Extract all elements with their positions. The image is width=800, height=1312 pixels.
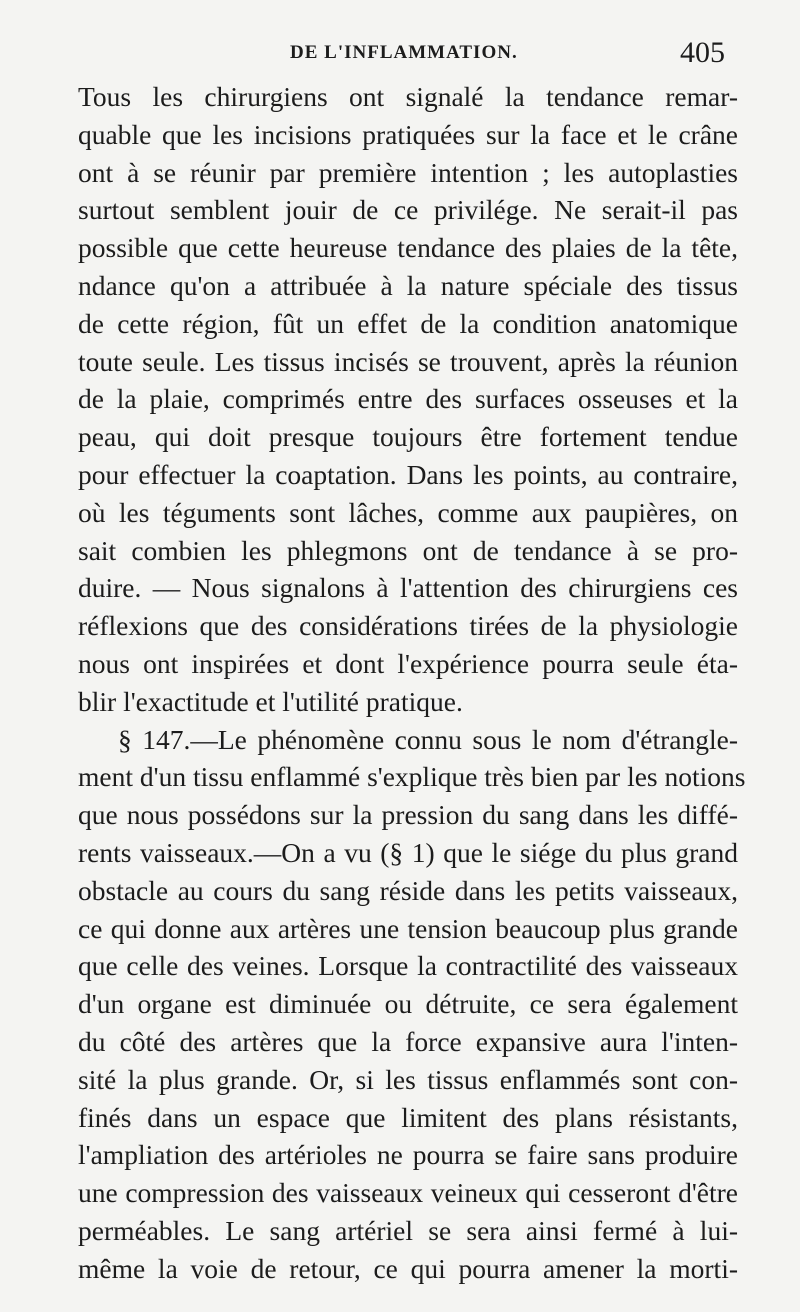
text-line: que nous possédons sur la pression du sang dans les diffé- — [78, 799, 738, 831]
text-line: sait combien les phlegmons ont de tendance à se pro- — [78, 534, 738, 566]
text-line: où les téguments sont lâches, comme aux paupières, on — [78, 496, 738, 528]
text-line: une compression des vaisseaux veineux qui cesseront d'être — [78, 1177, 738, 1209]
section-heading-line: § 147.—Le phénomène connu sous le nom d'étrangle- — [118, 723, 738, 755]
text-line: l'ampliation des artérioles ne pourra se faire sans produire — [78, 1139, 738, 1171]
text-line: d'un organe est diminuée ou détruite, ce sera également — [78, 988, 738, 1020]
text-line: surtout semblent jouir de ce privilége. Ne serait-il pas — [78, 194, 738, 226]
text-line: de cette région, fût un effet de la condition anatomique — [78, 307, 738, 339]
text-line: quable que les incisions pratiquées sur la face et le crâne — [78, 118, 738, 150]
text-line: perméables. Le sang artériel se sera ainsi fermé à lui- — [78, 1214, 738, 1246]
text-line: toute seule. Les tissus incisés se trouvent, après la réunion — [78, 345, 738, 377]
text-line: obstacle au cours du sang réside dans les petits vaisseaux, — [78, 874, 738, 906]
text-line: ce qui donne aux artères une tension beaucoup plus grande — [78, 912, 738, 944]
text-line: duire. — Nous signalons à l'attention des chirurgiens ces — [78, 572, 738, 604]
body-text — [78, 78, 746, 1288]
text-line: ndance qu'on a attribuée à la nature spéciale des tissus — [78, 269, 738, 301]
text-line: pour effectuer la coaptation. Dans les points, au contraire, — [78, 458, 738, 490]
text-line: sité la plus grande. Or, si les tissus enflammés sont con- — [78, 1063, 738, 1095]
text-line: rents vaisseaux.—On a vu (§ 1) que le siége du plus grand — [78, 836, 738, 868]
text-line: peau, qui doit presque toujours être fortement tendue — [78, 421, 738, 453]
text-line: du côté des artères que la force expansive aura l'inten- — [78, 1025, 738, 1057]
text-line: de la plaie, comprimés entre des surfaces osseuses et la — [78, 383, 738, 415]
paragraph-2 — [78, 721, 746, 1288]
text-line: Tous les chirurgiens ont signalé la tendance remar- — [78, 81, 738, 112]
text-line: possible que cette heureuse tendance des plaies de la tête, — [78, 232, 738, 264]
text-line: finés dans un espace que limitent des plans résistants, — [78, 1101, 738, 1133]
text-line: blir l'exactitude et l'utilité pratique. — [78, 685, 463, 717]
page-number: 405 — [680, 36, 725, 69]
paragraph-1 — [78, 78, 738, 721]
text-line: nous ont inspirées et dont l'expérience pourra seule éta- — [78, 647, 738, 679]
running-head — [0, 36, 800, 70]
text-line: que celle des veines. Lorsque la contractilité des vaisseaux — [78, 950, 738, 982]
text-line: ont à se réunir par première intention ; les autoplasties — [78, 156, 738, 188]
text-line: réflexions que des considérations tirées de la physiologie — [78, 610, 738, 642]
running-title: DE L'INFLAMMATION. — [290, 42, 518, 63]
text-line: même la voie de retour, ce qui pourra amener la morti- — [78, 1252, 738, 1284]
text-line: ment d'un tissu enflammé s'explique très bien par les notions — [78, 761, 746, 793]
